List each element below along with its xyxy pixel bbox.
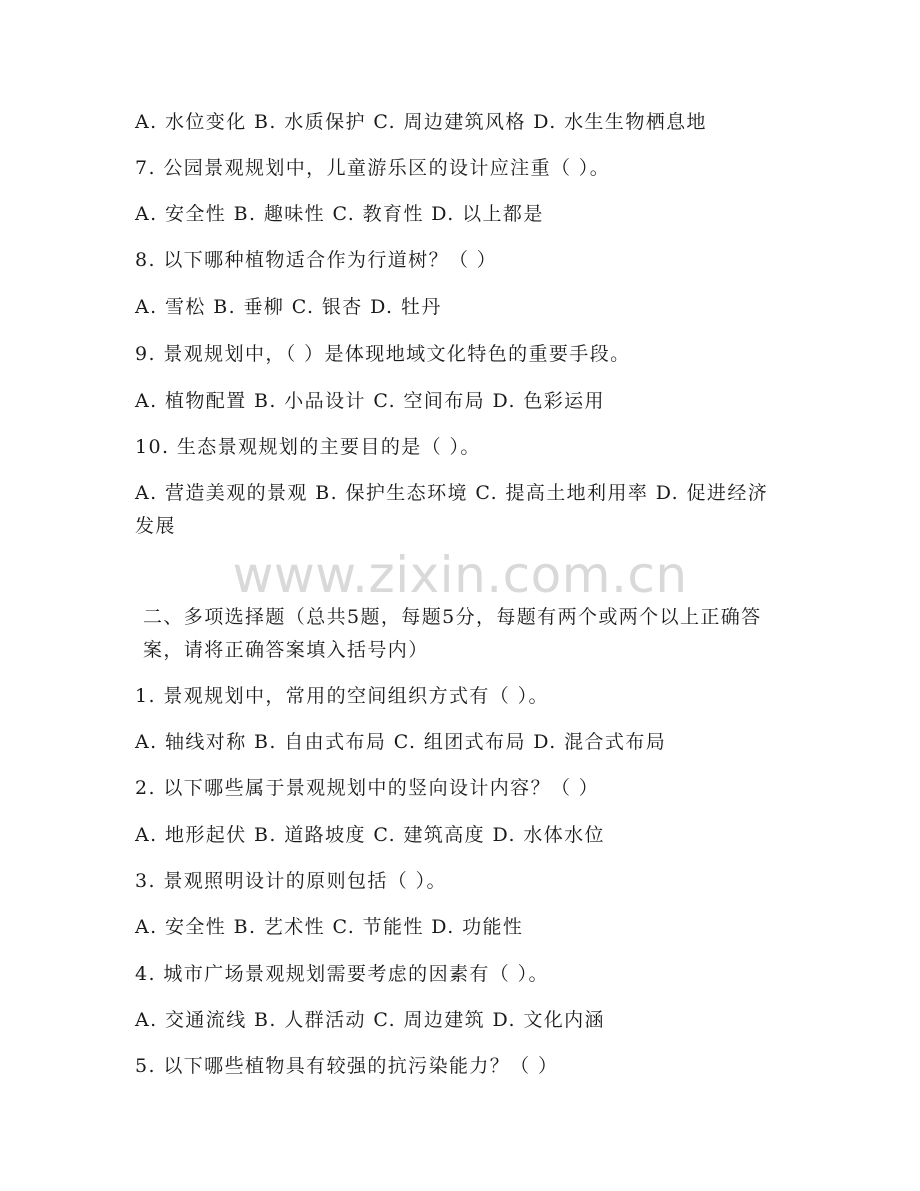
q7-options: A. 安全性 B. 趣味性 C. 教育性 D. 以上都是: [135, 203, 544, 225]
mq2-question: 2. 以下哪些属于景观规划中的竖向设计内容？（ ）: [135, 777, 600, 799]
mq3-options: A. 安全性 B. 艺术性 C. 节能性 D. 功能性: [135, 916, 524, 938]
q8-options: A. 雪松 B. 垂柳 C. 银杏 D. 牡丹: [135, 296, 442, 318]
q8-question: 8. 以下哪种植物适合作为行道树？（ ）: [135, 249, 498, 271]
mq4-question: 4. 城市广场景观规划需要考虑的因素有（ ）。: [135, 963, 549, 985]
mq4-options: A. 交通流线 B. 人群活动 C. 周边建筑 D. 文化内涵: [135, 1009, 605, 1031]
section-heading-multiple-choice: 二、多项选择题（总共5题，每题5分，每题有两个或两个以上正确答案，请将正确答案填入括号内）: [143, 606, 762, 661]
q9-question: 9. 景观规划中，（ ）是体现地域文化特色的重要手段。: [135, 343, 631, 365]
mq5-question: 5. 以下哪些植物具有较强的抗污染能力？（ ）: [135, 1055, 559, 1077]
q9-options: A. 植物配置 B. 小品设计 C. 空间布局 D. 色彩运用: [135, 390, 605, 412]
mq3-question: 3. 景观照明设计的原则包括（ ）。: [135, 870, 447, 892]
q10-question: 10. 生态景观规划的主要目的是（ ）。: [135, 436, 481, 458]
mq2-options: A. 地形起伏 B. 道路坡度 C. 建筑高度 D. 水体水位: [135, 824, 605, 846]
q6-options: A. 水位变化 B. 水质保护 C. 周边建筑风格 D. 水生生物栖息地: [135, 111, 707, 133]
mq1-options: A. 轴线对称 B. 自由式布局 C. 组团式布局 D. 混合式布局: [135, 731, 667, 753]
mq1-question: 1. 景观规划中，常用的空间组织方式有（ ）。: [135, 685, 549, 707]
watermark: www.zixin.com.cn: [232, 546, 688, 604]
q7-question: 7. 公园景观规划中，儿童游乐区的设计应注重（ ）。: [135, 157, 611, 179]
q10-options: A. 营造美观的景观 B. 保护生态环境 C. 提高土地利用率 D. 促进经济发展: [135, 482, 769, 537]
